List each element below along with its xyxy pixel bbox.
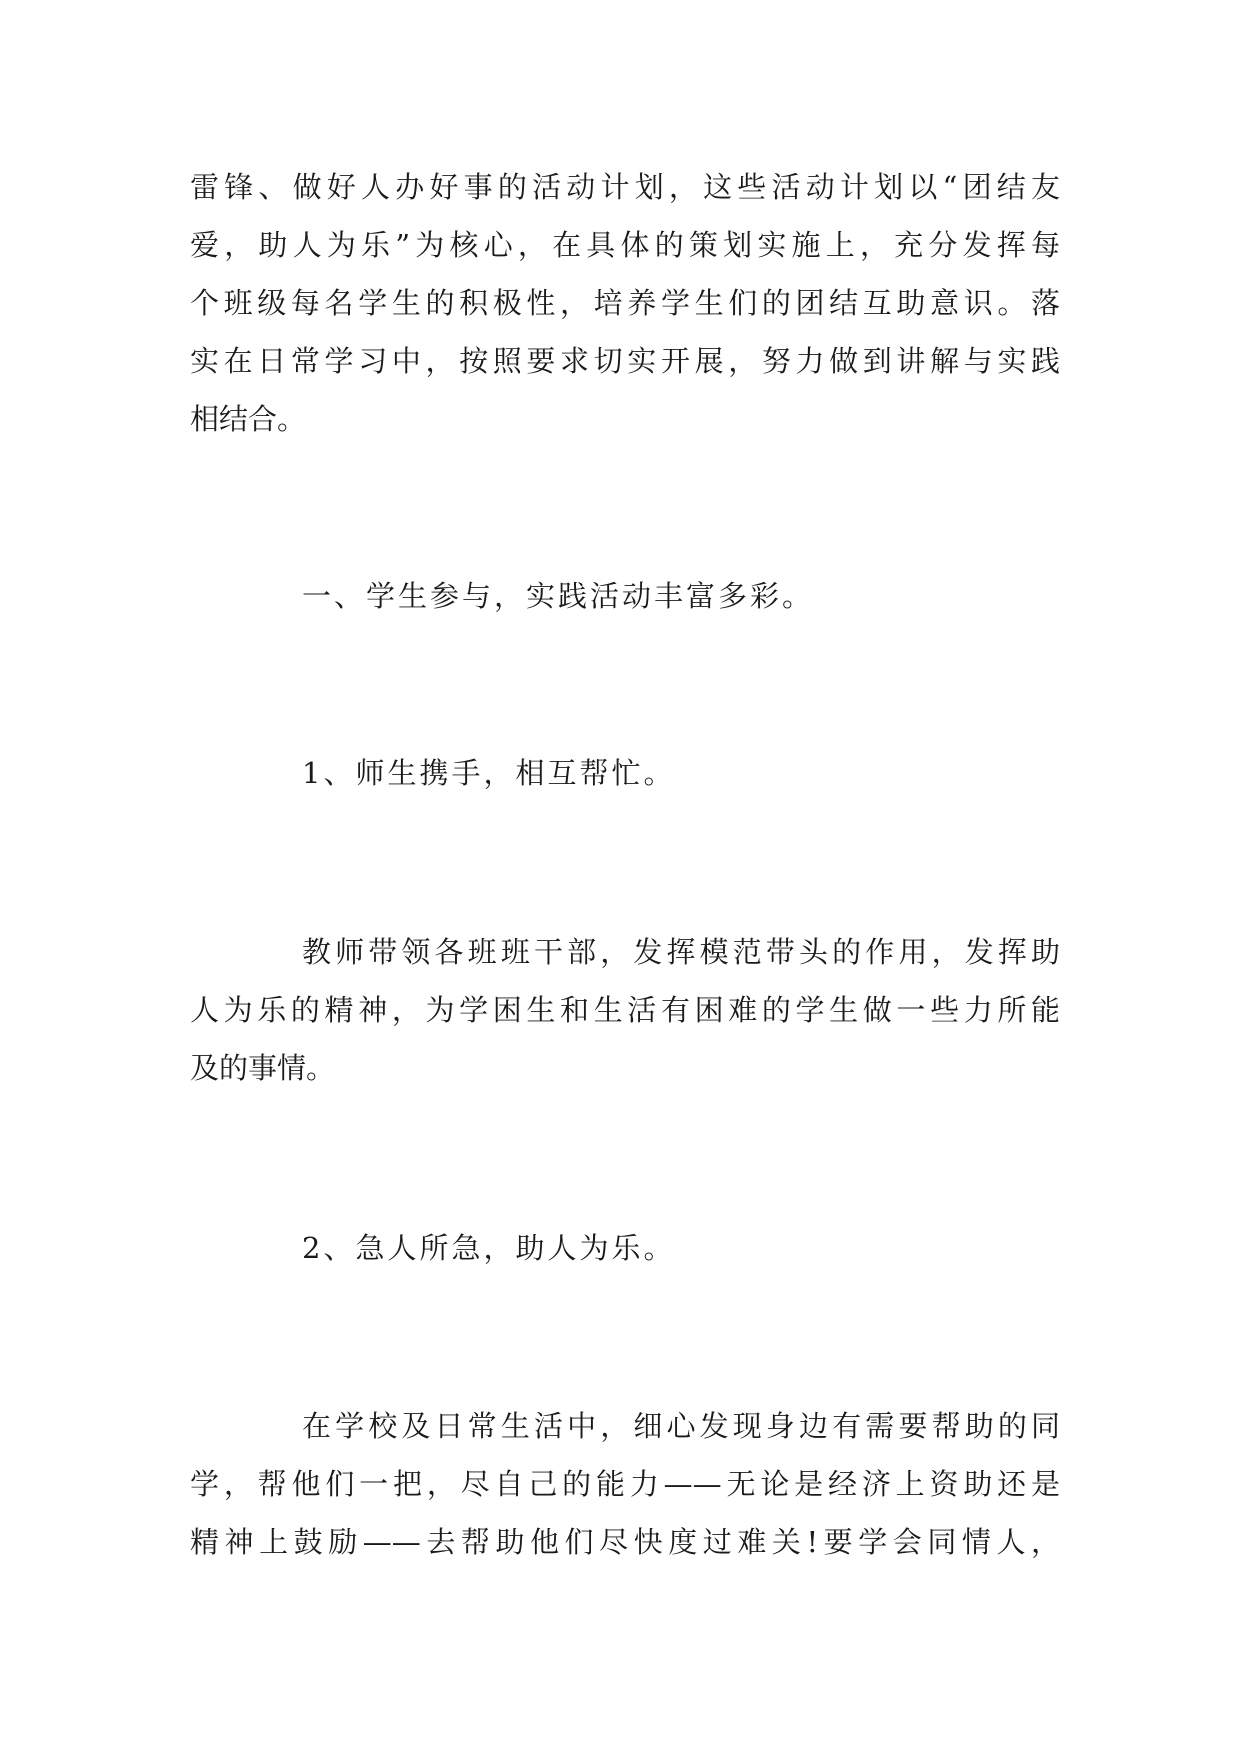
paragraph-1-line-3: 个班级每名学生的积极性，培养学生们的团结互助意识。落 [190, 286, 1060, 320]
paragraph-3-line-3: 精神上鼓励——去帮助他们尽快度过难关!要学会同情人， [190, 1525, 1060, 1559]
paragraph-1-line-1: 雷锋、做好人办好事的活动计划，这些活动计划以“团结友 [190, 170, 1060, 204]
paragraph-3-line-1: 在学校及日常生活中，细心发现身边有需要帮助的同 [302, 1409, 1060, 1443]
paragraph-2-line-3: 及的事情。 [190, 1051, 336, 1085]
subsection-heading-2: 2、急人所急，助人为乐。 [302, 1231, 676, 1265]
paragraph-2-line-1: 教师带领各班班干部，发挥模范带头的作用，发挥助 [302, 935, 1060, 969]
paragraph-3-line-2: 学，帮他们一把，尽自己的能力——无论是经济上资助还是 [190, 1467, 1060, 1501]
paragraph-1-line-4: 实在日常学习中，按照要求切实开展，努力做到讲解与实践 [190, 344, 1060, 378]
subsection-heading-1: 1、师生携手，相互帮忙。 [302, 756, 676, 790]
paragraph-2-line-2: 人为乐的精神，为学困生和生活有困难的学生做一些力所能 [190, 993, 1060, 1027]
section-heading-1: 一、学生参与，实践活动丰富多彩。 [302, 579, 815, 613]
paragraph-1-line-5: 相结合。 [190, 402, 307, 436]
paragraph-1-line-2: 爱，助人为乐”为核心，在具体的策划实施上，充分发挥每 [190, 228, 1060, 262]
